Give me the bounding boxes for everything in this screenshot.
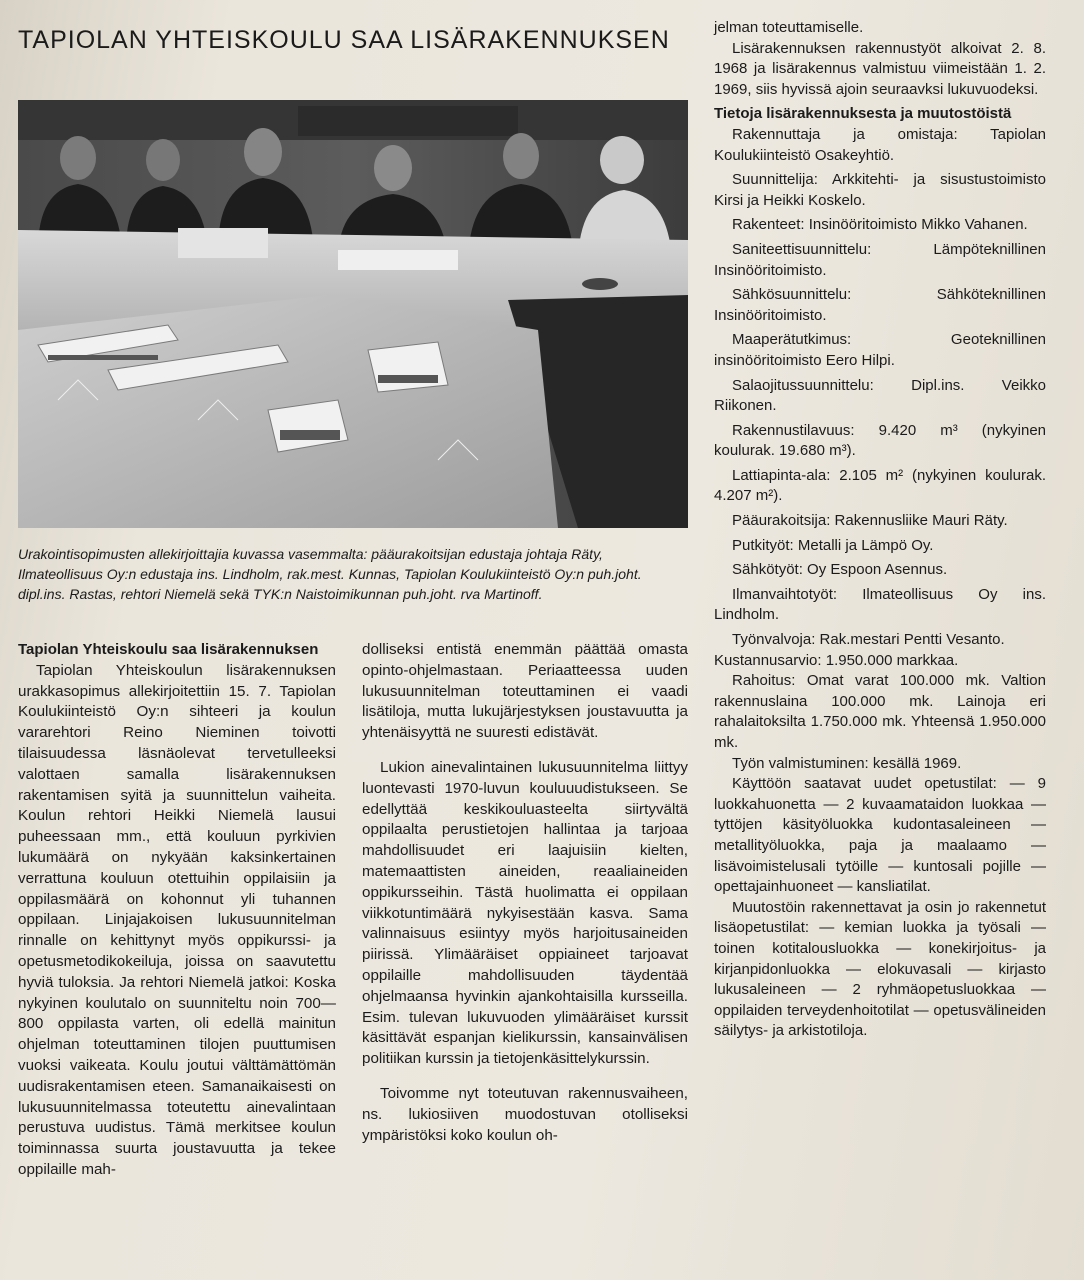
detail-sanitary: Saniteettisuunnittelu: Lämpöteknillinen Insinööritoimisto. [714,240,1046,279]
detail-plumbing: Putkityöt: Metalli ja Lämpö Oy. [732,536,934,554]
detail-completion: Työn valmistuminen: kesällä 1969. [732,754,962,772]
mid-paragraph-2: Lukion ainevalintainen lukusuunnitelma liittyy luontevasti 1970-luvun kouluuudistukseen. Se edellyttää keskikouluasteelta siirtyvältä oppilaalta perustietojen hallintaa ja tarjoaa mahdollisuudet eri laajuisiin kielten, matemaattisten aineiden, reaaliaineiden oppikursseihin. Tästä huolimatta ei oppilaan viikkotuntimäärä nykyisestään kasva. Sama valinnaisuus esiintyy myös harjoitusaineiden piirissä. Ylimääräiset oppiaineet tarjoavat oppilaille mahdollisuuden täydentää ohjelmaansa hyvinkin ajankohtaisilla kursseilla. Esim. tulevan lukuvuoden ylimääräiset kurssit käsittävät espanjan kielikurssin, kansainvälisen politiikan kurssin ja tietojenkäsittelykurssin. [362,758,688,1068]
article-headline: TAPIOLAN YHTEISKOULU SAA LISÄRAKENNUKSEN [18,26,670,54]
detail-cost-estimate: Kustannusarvio: 1.950.000 markkaa. [714,651,959,669]
detail-electrical-work: Sähkötyöt: Oy Espoon Asennus. [732,561,948,579]
right-paragraph-0: jelman toteuttamiselle. [714,19,864,36]
detail-electrical-design: Sähkösuunnittelu: Sähköteknillinen Insinööritoimisto. [714,286,1046,324]
right-heading: Tietoja lisärakennuksesta ja muutostöistä [714,105,1012,123]
detail-main-contractor: Pääurakoitsija: Rakennusliike Mauri Räty. [732,512,1008,530]
detail-new-facilities: Käyttöön saatavat uudet opetustilat: — 9 luokkahuonetta — 2 kuvaamataidon luokkaa — tyttöjen käsityöluokka kudontasaleineen — metallityöluokka, paja ja maalaamo — lisävoimistelusali tytöille — kuntosali pojille — opettajainhuoneet — kansliatilat. [714,775,1046,896]
mid-paragraph-3: Toivomme nyt toteutuvan rakennusvaiheen, ns. lukiosiiven muodostuvan otolliseksi ympäristöksi koko koulun oh- [362,1084,688,1144]
right-paragraph-1: Lisärakennuksen rakennustyöt alkoivat 2. 8. 1968 ja lisärakennus valmistuu viimeistään 1. 2. 1969, siis hyvissä ajoin seuraavksi lukuvuodeksi. [714,39,1046,98]
detail-ventilation: Ilmanvaihtotyöt: Ilmateollisuus Oy ins. Lindholm. [714,585,1046,624]
detail-floor-area: Lattiapinta-ala: 2.105 m² (nykyinen koulurak. 4.207 m²). [714,466,1046,505]
column-left [18,640,336,1181]
left-paragraph-1: Tapiolan Yhteiskoulun lisärakennuksen urakkasopimus allekirjoitettiin 15. 7. Tapiolan Koulukiinteistö Oy:n sihteeri ja koulun vararehtori Reino Nieminen toivotti tilaisuudessa läsnäolevat tervetulleeksi valottaen samalla lisärakennuksen rakentamisen syitä ja suunnittelun vaiheita. Koulun rehtori Heikki Niemelä lausui puheessaan mm., että kouluun pyrkivien lukumäärä on nykyään kaksinkertainen verrattuna kouluun otettuihin oppilaisiin ja oppilasmäärä on kohonnut yli tuhannen oppilaan. Linjajakoisen lukusuunnitelman rinnalle on kehittynyt myös oppikurssi- ja opetusmetodikokeiluja, joissa on saavutettu hyviä tuloksia. Ja rehtori Niemelä jatkoi: Koska nykyinen koulutalo on suunniteltu noin 700—800 oppilasta varten, oli edellä mainitun ohjelman toteuttaminen tilojen puuttumisen vuoksi vaikeata. Koulu joutui välttämättömän uudisrakentamisen eteen. Samanaikaisesti on lukusuunnitelmassa toteutettu ainevalintaan perustuva uudistus. Tämä merkitsee koulun toiminnassa suurta joustavuutta ja tekee oppilaille mah- [18,661,336,1178]
detail-volume: Rakennustilavuus: 9.420 m³ (nykyinen koulurak. 19.680 m³). [714,421,1046,460]
contract-signing-photo [18,100,688,528]
detail-structures: Rakenteet: Insinööritoimisto Mikko Vahanen. [732,216,1028,234]
detail-soil-survey: Maaperätutkimus: Geoteknillinen insinööritoimisto Eero Hilpi. [714,331,1046,369]
photo-caption: Urakointisopimusten allekirjoittajia kuvassa vasemmalta: pääurakoitsijan edustaja johtaja Räty, Ilmateollisuus Oy:n edustaja ins. Lindholm, rak.mest. Kunnas, Tapiolan Koulukiinteistö Oy:n puh.joht. dipl.ins. Rastas, rehtori Niemelä sekä TYK:n Naistoimikunnan puh.joht. rva Martinoff. [18,546,642,602]
detail-drainage: Salaojitussuunnittelu: Dipl.ins. Veikko Riikonen. [714,376,1046,415]
column-right [714,18,1046,1042]
detail-designer: Suunnittelija: Arkkitehti- ja sisustustoimisto Kirsi ja Heikki Koskelo. [714,171,1046,209]
column-middle [362,640,688,1146]
detail-financing: Rahoitus: Omat varat 100.000 mk. Valtion rakennuslaina 100.000 mk. Lainoja eri rahalaitoksilta 1.750.000 mk. Yhteensä 1.950.000 mk. [714,672,1046,751]
detail-renovations: Muutostöin rakennettavat ja osin jo rakennetut lisäopetustilat: — kemian luokka ja työsali — toinen kotitalousluokka — konekirjoitus- ja kirjanpidonluokka — elokuvasali — kirjasto lukusaleineen — 2 ryhmäopetusluokkaa — oppilaiden terveydenhoitotilat — opetusvälineiden säilytys- ja arkistotiloja. [714,898,1046,1040]
detail-supervisor: Työnvalvoja: Rak.mestari Pentti Vesanto. [732,631,1005,649]
mid-paragraph-1: dolliseksi entistä enemmän päättää omasta opinto-ohjelmastaan. Periaatteessa uuden lukusuunnitelman toteuttaminen ei vaadi lisätiloja, mutta lukujärjestyksen joustavuutta ja yhtenäisyyttä ne suuresti edistävät. [362,641,688,742]
left-heading: Tapiolan Yhteiskoulu saa lisärakennuksen [18,641,319,658]
detail-builder: Rakennuttaja ja omistaja: Tapiolan Koulukiinteistö Osakeyhtiö. [714,125,1046,164]
